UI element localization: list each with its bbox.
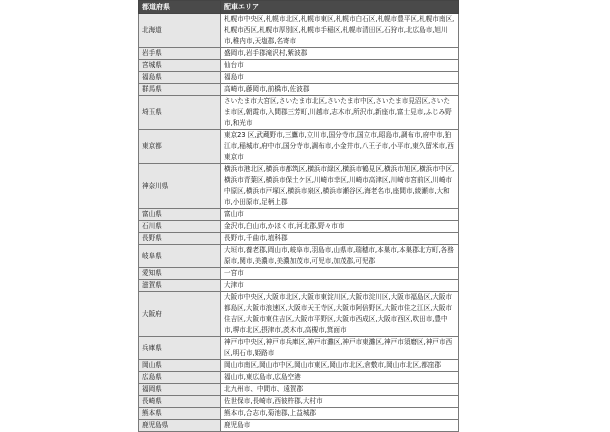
prefecture-cell: 福岡県 [139,384,221,396]
table-row [139,48,459,60]
prefecture-cell: 長崎県 [139,396,221,408]
table-row [139,384,459,396]
table-row [139,164,459,209]
prefecture-cell: 群馬県 [139,84,221,96]
table-row [139,60,459,72]
prefecture-cell: 岩手県 [139,48,221,60]
prefecture-cell: 福島県 [139,72,221,84]
prefecture-cell: 大阪府 [139,292,221,337]
table-row [139,245,459,268]
area-cell: 福島市 [221,72,459,84]
table-row [139,268,459,280]
prefecture-cell: 鹿児島県 [139,420,221,432]
prefecture-cell: 熊本県 [139,408,221,420]
table-body [139,14,459,432]
table-row [139,233,459,245]
prefecture-cell: 東京都 [139,130,221,164]
table-row [139,408,459,420]
area-cell: 横浜市港北区,横浜市都筑区,横浜市緑区,横浜市鶴見区,横浜市旭区,横浜市中区,横浜市青葉区,横浜市保土ケ区,川崎市幸区,川崎市高津区,川崎市宮前区,川崎市中原区,横浜市戸塚区,横浜市泉区,横浜市瀬谷区,海老名市,座間市,綾瀬市,大和市,小田原市,足柄上郡 [221,164,459,209]
prefecture-cell: 広島県 [139,372,221,384]
area-cell: 一宮市 [221,268,459,280]
prefecture-cell: 岐阜県 [139,245,221,268]
area-cell: 北九州市、中間市、遠賀郡 [221,384,459,396]
delivery-area-table [138,0,459,432]
prefecture-cell: 愛知県 [139,268,221,280]
table-row [139,221,459,233]
prefecture-cell: 宮城県 [139,60,221,72]
area-cell: 鹿児島市 [221,420,459,432]
area-cell: 盛岡市,岩手郡滝沢村,紫波郡 [221,48,459,60]
prefecture-cell: 富山県 [139,209,221,221]
area-cell: 大津市 [221,280,459,292]
table-row [139,372,459,384]
area-cell: 神戸市中央区,神戸市兵庫区,神戸市灘区,神戸市東灘区,神戸市須磨区,神戸市西区,明石市,姫路市 [221,337,459,360]
prefecture-cell: 北海道 [139,14,221,48]
area-cell: 佐世保市,長崎市,西彼杵郡,大村市 [221,396,459,408]
area-cell: さいたま市大宮区,さいたま市北区,さいたま市中区,さいたま市見沼区,さいたま市区,朝霞市,入間郡三芳町,川越市,志木市,所沢市,新座市,富士見市,ふじみ野市,和光市 [221,96,459,130]
prefecture-cell: 長野県 [139,233,221,245]
area-cell: 熊本市,合志市,菊池郡,上益城郡 [221,408,459,420]
table-row [139,14,459,48]
area-cell: 大阪市中央区,大阪市北区,大阪市東淀川区,大阪市淀川区,大阪市福島区,大阪市都島区,大阪市浪速区,大阪市天王寺区,大阪市阿倍野区,大阪市住之江区,大阪市住吉区,大阪市東住吉区,大阪市平野区,大阪市西成区,大阪市西区,吹田市,豊中市,堺市北区,摂津市,茨木市,高槻市,箕面市 [221,292,459,337]
prefecture-cell: 神奈川県 [139,164,221,209]
table-row [139,96,459,130]
table-header-row [139,1,459,14]
area-cell: 大垣市,養老郡,岡山市,岐阜市,羽島市,山県市,瑞穂市,本巣市,本巣郡北方町,各務原市,関市,美濃市,美濃加茂市,可児市,加茂郡,可児郡 [221,245,459,268]
header-area: 配車エリア [221,1,459,14]
area-table-container [138,0,458,429]
area-cell: 高崎市,藤岡市,前橋市,佐波郡 [221,84,459,96]
table-row [139,130,459,164]
area-cell: 金沢市,白山市,かほく市,河北郡,野々市市 [221,221,459,233]
prefecture-cell: 石川県 [139,221,221,233]
table-row [139,337,459,360]
area-cell: 長野市,千曲市,埴科郡 [221,233,459,245]
area-cell: 岡山市南区,岡山市中区,岡山市東区,岡山市北区,倉敷市,岡山市北区,都窪郡 [221,360,459,372]
area-cell: 仙台市 [221,60,459,72]
table-row [139,420,459,432]
table-row [139,209,459,221]
header-prefecture: 都道府県 [139,1,221,14]
prefecture-cell: 滋賀県 [139,280,221,292]
prefecture-cell: 岡山県 [139,360,221,372]
table-row [139,360,459,372]
table-row [139,72,459,84]
table-row [139,280,459,292]
prefecture-cell: 埼玉県 [139,96,221,130]
area-cell: 富山市 [221,209,459,221]
table-row [139,396,459,408]
area-cell: 札幌市中央区,札幌市北区,札幌市東区,札幌市白石区,札幌市豊平区,札幌市南区,札幌市西区,札幌市厚別区,札幌市手稲区,札幌市清田区,石狩市,北広島市,旭川市,稚内市,天塩郡,名寄市 [221,14,459,48]
area-cell: 東京23 区,武蔵野市,三鷹市,立川市,国分寺市,国立市,昭島市,調布市,府中市,狛江市,稲城市,府中市,国分寺市,調布市,小金井市,八王子市,小平市,東久留米市,西東京市 [221,130,459,164]
prefecture-cell: 兵庫県 [139,337,221,360]
table-row [139,292,459,337]
area-cell: 福山市,東広島市,広島空港 [221,372,459,384]
table-row [139,84,459,96]
